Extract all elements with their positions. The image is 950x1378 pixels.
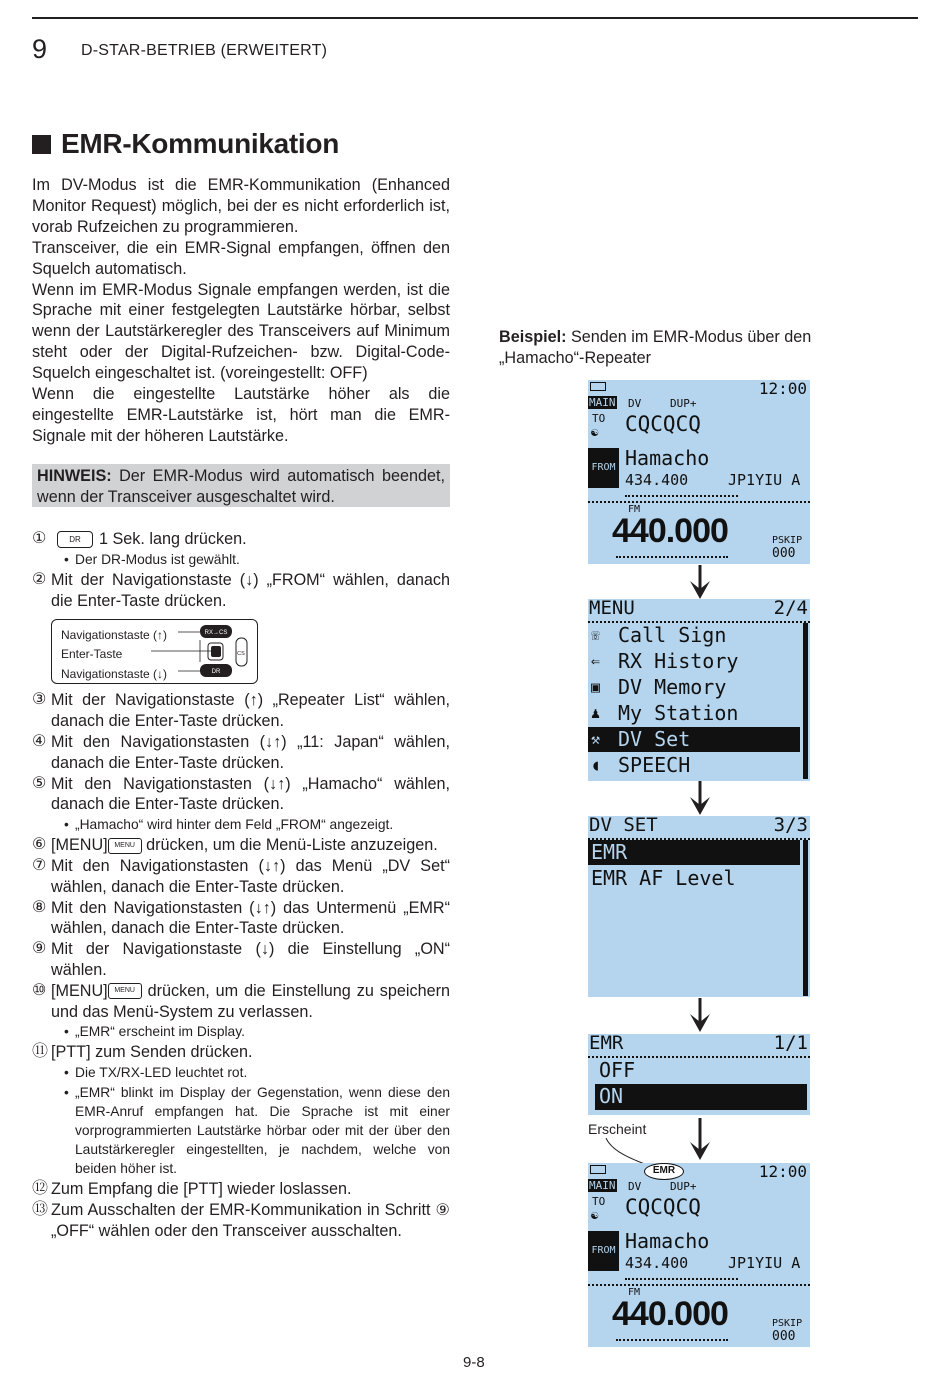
lcd-to-call: CQCQCQ xyxy=(625,412,701,436)
lcd-from-label: FROM xyxy=(588,448,619,488)
lcd-main-badge: MAIN xyxy=(589,396,616,409)
lcd-main-screen-emr xyxy=(588,1163,810,1347)
lcd-menu-page: 2/4 xyxy=(773,599,808,619)
menu-item-label: SPEECH xyxy=(618,753,691,777)
menu-item-label: My Station xyxy=(618,701,739,725)
step-13: ⑬ Zum Ausschalten der EMR-Kommunikation in Schritt ⑨ „OFF“ wählen oder den Transceiver ausschalten. xyxy=(32,1200,450,1240)
intro-paragraph: Wenn im EMR-Modus Signale empfangen werden, ist die Sprache mit einer festgelegten Lautstärke hörbar, selbst wenn der Lautstärkeregler des Transceivers auf Minimum steht oder der Digital-Rufzeichen- bzw. Digital-Code-Squelch eingeschaltet ist. (voreingestellt: OFF) xyxy=(32,280,450,383)
section-heading xyxy=(32,128,339,160)
step-2: ② Mit der Navigationstaste (↓) „FROM“ wählen, danach die Enter-Taste drücken. xyxy=(32,570,450,610)
menu-key-icon: MENU xyxy=(108,838,142,854)
dv-memory-icon: ▣ xyxy=(591,678,601,696)
lcd-emr-title: EMR xyxy=(589,1034,624,1054)
chapter-title: D-STAR-BETRIEB (ERWEITERT) xyxy=(81,42,328,59)
lcd-emr-page: 1/1 xyxy=(773,1034,808,1054)
lcd-pskip: PSKIP xyxy=(772,1318,803,1329)
down-arrow-icon xyxy=(688,565,712,601)
lcd-channel: 000 xyxy=(772,546,796,561)
lcd-dvset-page: 3/3 xyxy=(773,816,808,836)
btn-down-label: DR xyxy=(211,669,221,676)
lcd-repeater-freq: 434.400 xyxy=(625,471,689,489)
lcd-emr-screen xyxy=(588,1034,810,1115)
menu-item-label: Call Sign xyxy=(618,623,727,647)
group-icon: ☯ xyxy=(591,1208,599,1222)
step-5: ⑤ Mit den Navigationstasten (↓↑) „Hamacho“ wählen, danach die Enter-Taste drücken. xyxy=(32,774,450,814)
note-text: Der EMR-Modus wird automatisch beendet, wenn der Transceiver ausgeschaltet wird. xyxy=(37,467,445,506)
note-label: HINWEIS: xyxy=(37,467,112,485)
lcd-menu-screen xyxy=(588,599,810,781)
lcd-dup: DUP+ xyxy=(670,1180,697,1193)
step-12: ⑫ Zum Empfang die [PTT] wieder loslassen. xyxy=(32,1180,352,1199)
step-8: ⑧ Mit den Navigationstasten (↓↑) das Untermenü „EMR“ wählen, danach die Enter-Taste drücken. xyxy=(32,898,450,938)
step-number: ① xyxy=(32,530,47,547)
lcd-dvset-title: DV SET xyxy=(589,816,658,836)
step-6: ⑥ [MENU] MENU drücken, um die Menü-Liste anzuzeigen. xyxy=(32,836,438,855)
battery-icon xyxy=(590,382,606,391)
step-bullet: • Der DR-Modus ist gewählt. xyxy=(64,551,240,567)
lcd-dvset-item-emr-af: EMR AF Level xyxy=(591,866,736,890)
lcd-dvset-screen xyxy=(588,816,810,997)
lcd-repeater-call: JP1YIU A xyxy=(728,471,801,489)
lcd-time: 12:00 xyxy=(758,1163,807,1181)
step-bullet: • „Hamacho“ wird hinter dem Feld „FROM“ angezeigt. xyxy=(64,817,394,833)
lcd-frequency: 440.000 xyxy=(612,1295,728,1333)
lcd-dup: DUP+ xyxy=(670,397,697,410)
section-title: EMR-Kommunikation xyxy=(61,128,340,159)
lcd-dvset-item-emr: EMR xyxy=(591,840,628,864)
step-3: ③ Mit der Navigationstaste (↑) „Repeater List“ wählen, danach die Enter-Taste drücken. xyxy=(32,691,450,731)
page-number: 9-8 xyxy=(463,1354,485,1371)
dv-set-icon: ⚒ xyxy=(591,730,601,748)
lcd-repeater-call: JP1YIU A xyxy=(728,1254,801,1272)
intro-paragraph: Im DV-Modus ist die EMR-Kommunikation (Enhanced Monitor Request) möglich, bei der es nicht erforderlich ist, vorab Rufzeichen zu programmieren. xyxy=(32,176,450,236)
down-arrow-icon xyxy=(688,1118,712,1162)
lcd-mode: DV xyxy=(628,1180,642,1193)
btn-up-label: RX→CS xyxy=(204,630,228,637)
menu-item-label: RX History xyxy=(618,649,739,673)
intro-text xyxy=(32,175,450,447)
step-7: ⑦ Mit den Navigationstasten (↓↑) das Menü „DV Set“ wählen, danach die Enter-Taste drücken. xyxy=(32,856,450,896)
enter-label: Enter-Taste xyxy=(61,647,123,662)
lcd-frequency: 440.000 xyxy=(612,512,728,550)
group-icon: ☯ xyxy=(591,425,599,439)
battery-icon xyxy=(590,1165,606,1174)
lcd-repeater-freq: 434.400 xyxy=(625,1254,689,1272)
lcd-pskip: PSKIP xyxy=(772,535,803,546)
lcd-channel: 000 xyxy=(772,1329,796,1344)
nav-up-label: Navigationstaste (↑) xyxy=(61,628,168,643)
dr-key-icon: DR xyxy=(57,531,93,548)
step-bullet: • „EMR“ blinkt im Display der Gegenstation, wenn diese den EMR-Anruf empfangen hat. Die Sprache ist mit einer vorprogrammierten Lautstärke hörbar oder mit der über den Lautstärkeregler eingestellten, je nachdem, welche von beiden höher ist. xyxy=(64,1085,450,1177)
step-9: ⑨ Mit der Navigationstaste (↓) die Einstellung „ON“ wählen. xyxy=(32,940,450,979)
lcd-emr-on: ON xyxy=(599,1084,624,1108)
lcd-menu-title: MENU xyxy=(589,599,635,619)
step-10: ⑩ [MENU] MENU drücken, um die Einstellung zu speichern und das Menü-System zu verlassen. xyxy=(32,981,450,1021)
step-1 xyxy=(32,529,450,550)
lcd-time: 12:00 xyxy=(758,380,807,398)
example-label: Beispiel: Senden im EMR-Modus über den „Hamacho“-Repeater xyxy=(499,328,812,367)
key-diagram-icon xyxy=(52,620,259,685)
nav-down-label: Navigationstaste (↓) xyxy=(61,667,168,682)
step-4: ④ Mit den Navigationstasten (↓↑) „11: Japan“ wählen, danach die Enter-Taste drücken. xyxy=(32,732,450,772)
lcd-from-repeater: Hamacho xyxy=(625,1229,710,1253)
note-box xyxy=(32,464,450,507)
step-text: 1 Sek. lang drücken. xyxy=(99,530,247,548)
menu-key-icon: MENU xyxy=(108,983,142,999)
header-rule xyxy=(32,17,918,19)
chapter-number: 9 xyxy=(32,34,48,64)
menu-item-label: DV Memory xyxy=(618,675,727,699)
step-11: ⑪ [PTT] zum Senden drücken. xyxy=(32,1043,253,1062)
lcd-emr-off: OFF xyxy=(599,1058,636,1082)
lcd-to-label: TO xyxy=(592,1195,606,1208)
rx-history-icon: ⇐ xyxy=(591,652,601,670)
lcd-to-call: CQCQCQ xyxy=(625,1195,701,1219)
lcd-main-screen xyxy=(588,380,810,564)
lcd-fm: FM xyxy=(628,1287,641,1298)
lcd-to-label: TO xyxy=(592,412,606,425)
step-bullet: • „EMR“ erscheint im Display. xyxy=(64,1024,245,1040)
menu-item-label: DV Set xyxy=(618,727,691,751)
lcd-mode: DV xyxy=(628,397,642,410)
navigation-key-figure xyxy=(51,619,258,684)
down-arrow-icon xyxy=(688,781,712,817)
step-bullet: • Die TX/RX-LED leuchtet rot. xyxy=(64,1065,248,1081)
down-arrow-icon xyxy=(688,998,712,1034)
call-sign-icon: ☏ xyxy=(591,626,601,644)
intro-paragraph: Transceiver, die ein EMR-Signal empfangen, öffnen den Squelch automatisch. xyxy=(32,238,450,278)
lcd-fm: FM xyxy=(628,504,641,515)
my-station-icon: ♟ xyxy=(591,704,601,722)
lcd-from-repeater: Hamacho xyxy=(625,446,710,470)
emr-indicator: EMR xyxy=(644,1163,684,1180)
section-square-icon xyxy=(32,135,51,154)
steps-list xyxy=(32,529,450,1242)
intro-paragraph: Wenn die eingestellte Lautstärke höher als die eingestellte EMR-Lautstärke ist, hört man die EMR-Signale mit der höheren Lautstärke. xyxy=(32,385,450,445)
lcd-from-label: FROM xyxy=(588,1231,619,1271)
appears-label: Erscheint xyxy=(588,1121,647,1137)
speech-icon: ◖ xyxy=(591,756,601,774)
btn-cs-label: CS xyxy=(237,651,245,658)
lcd-main-badge: MAIN xyxy=(589,1179,616,1192)
